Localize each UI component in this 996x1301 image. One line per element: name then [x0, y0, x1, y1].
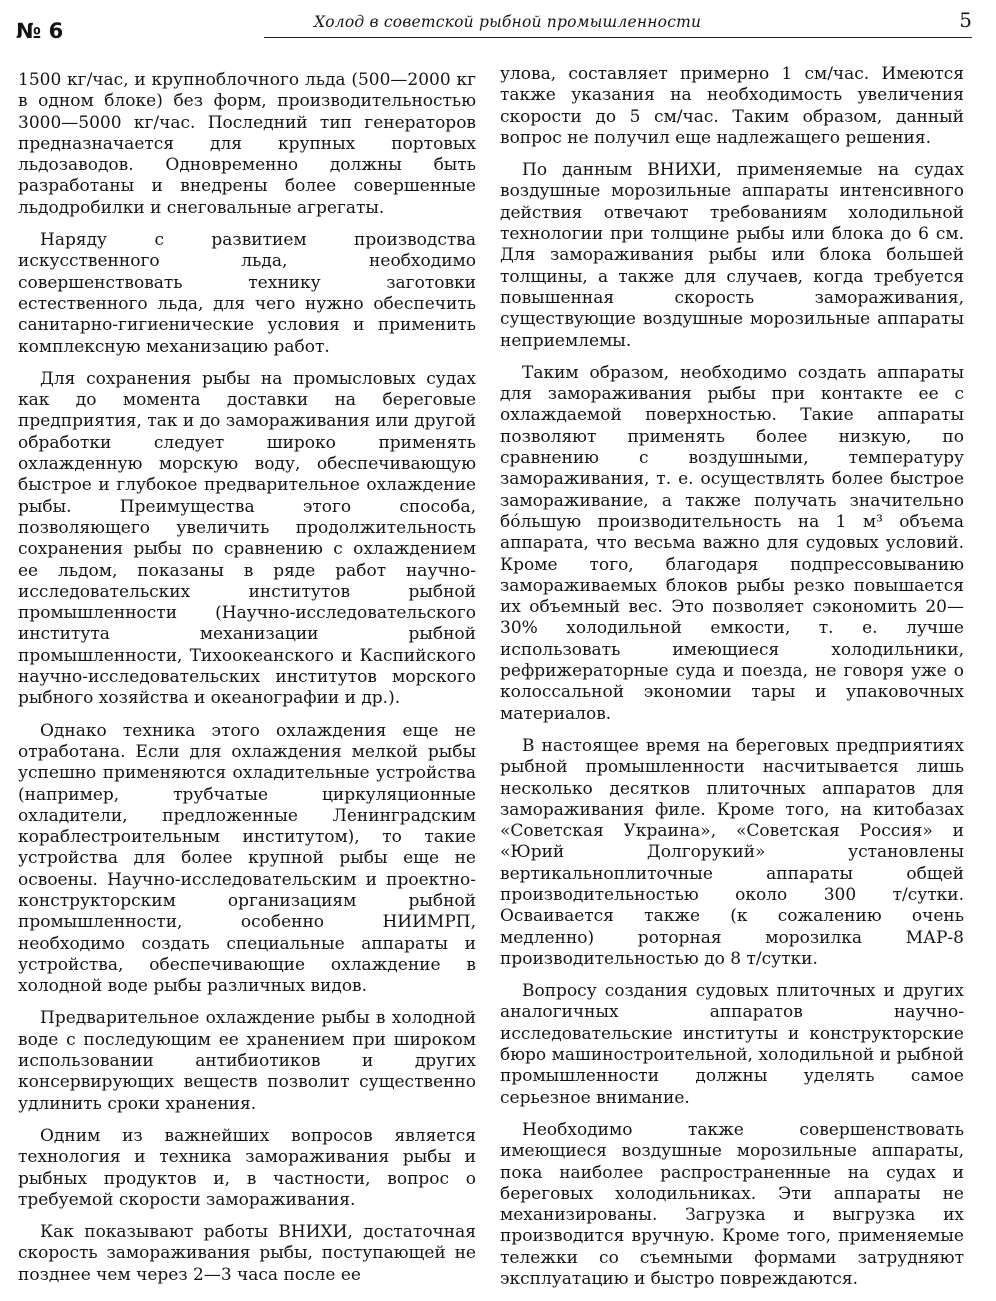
header-rule	[264, 37, 972, 38]
paragraph: Как показывают работы ВНИХИ, достаточная скорость замораживания рыбы, поступающей не позднее чем через 2—3 часа после ее	[18, 1222, 476, 1285]
paragraph: Предварительное охлаждение рыбы в холодной воде с последующим ее хранением при широком использовании антибиотиков и других консервирующих веществ позволит существенно удлинить сроки хранения.	[18, 1008, 476, 1114]
paragraph: Однако техника этого охлаждения еще не отработана. Если для охлаждения мелкой рыбы успешно применяются охладительные устройства (например, трубчатые циркуляционные охладители, предложенные Ленинградским кораблестроительным институтом), то такие устройства для более крупной рыбы еще не освоены. Научно-исследовательским и проектно-конструкторским организациям рыбной промышленности, особенно НИИМРП, необходимо создать специальные аппараты и устройства, обеспечивающие охлаждение в холодной воде рыбы различных видов.	[18, 720, 476, 997]
paragraph: Необходимо также совершенствовать имеющиеся воздушные морозильные аппараты, пока наиболее распространенные на судах и береговых холодильниках. Эти аппараты не механизированы. Загрузка и выгрузка их производится вручную. Кроме того, применяемые тележки со съемными формами затрудняют эксплуатацию и быстро повреждаются.	[500, 1119, 964, 1290]
paragraph: Для сохранения рыбы на промысловых судах как до момента доставки на береговые предприятия, так и до замораживания или другой обработки следует широко применять охлажденную морскую воду, обеспечивающую быстрое и глубокое предварительное охлаждение рыбы. Преимущества этого способа, позволяющего увеличить продолжительность сохранения рыбы по сравнению с охлаждением ее льдом, показаны в ряде работ научно-исследовательских институтов рыбной промышленности (Научно-исследовательского института механизации рыбной промышленности, Тихоокеанского и Каспийского научно-исследовательских институтов морского рыбного хозяйства и океанографии и др.).	[18, 368, 476, 709]
paragraph: Одним из важнейших вопросов является технология и техника замораживания рыбы и рыбных продуктов и, в частности, вопрос о требуемой скорости замораживания.	[18, 1125, 476, 1210]
paragraph: 1500 кг/час, и крупноблочного льда (500—2000 кг в одном блоке) без форм, производительностью 3000—5000 кг/час. Последний тип генераторов предназначается для крупных портовых льдозаводов. Одновременно должны быть разработаны и внедрены более совершенные льдодробилки и снеговальные агрегаты.	[18, 70, 476, 218]
paragraph: Наряду с развитием производства искусственного льда, необходимо совершенствовать технику заготовки естественного льда, для чего нужно обеспечить санитарно-гигиенические условия и применить комплексную механизацию работ.	[18, 230, 476, 357]
left-column	[18, 70, 476, 1297]
page-header	[14, 0, 980, 44]
issue-number: № 6	[16, 19, 64, 43]
page-number: 5	[959, 8, 972, 32]
right-column	[500, 64, 964, 1301]
paragraph: улова, составляет примерно 1 см/час. Имеются также указания на необходимость увеличения скорости до 5 см/час. Таким образом, данный вопрос не получил еще надлежащего решения.	[500, 64, 964, 148]
paragraph: Вопросу создания судовых плиточных и других аналогичных аппаратов научно-исследовательские институты и конструкторские бюро машиностроительной, холодильной и рыбной промышленности должны уделять самое серьезное внимание.	[500, 981, 964, 1108]
running-title: Холод в советской рыбной промышленности	[314, 13, 702, 31]
paragraph: В настоящее время на береговых предприятиях рыбной промышленности насчитывается лишь несколько десятков плиточных аппаратов для замораживания филе. Кроме того, на китобазах «Советская Украина», «Советская Россия» и «Юрий Долгорукий» установлены вертикальноплиточные аппараты общей производительностью около 300 т/сутки. Осваивается также (к сожалению очень медленно) роторная морозилка МАР-8 производительностью до 8 т/сутки.	[500, 735, 964, 969]
paragraph: По данным ВНИХИ, применяемые на судах воздушные морозильные аппараты интенсивного действия отвечают требованиям холодильной технологии при толщине рыбы или блока до 6 см. Для замораживания рыбы или блока большей толщины, а также для случаев, когда требуется повышенная скорость замораживания, существующие воздушные морозильные аппараты неприемлемы.	[500, 160, 964, 351]
paragraph: Таким образом, необходимо создать аппараты для замораживания рыбы при контакте ее с охлаждаемой поверхностью. Такие аппараты позволяют применять более низкую, по сравнению с воздушными, температуру замораживания, т. е. осуществлять более быстрое замораживание, а также получать значительно бóльшую производительность на 1 м³ объема аппарата, что весьма важно для судовых условий. Кроме того, благодаря подпрессовыванию замораживаемых блоков рыбы резко повышается их объемный вес. Это позволяет сэкономить 20—30% холодильной емкости, т. е. лучше использовать имеющиеся холодильники, рефрижераторные суда и поезда, не говоря уже о колоссальной экономии тары и упаковочных материалов.	[500, 362, 964, 724]
